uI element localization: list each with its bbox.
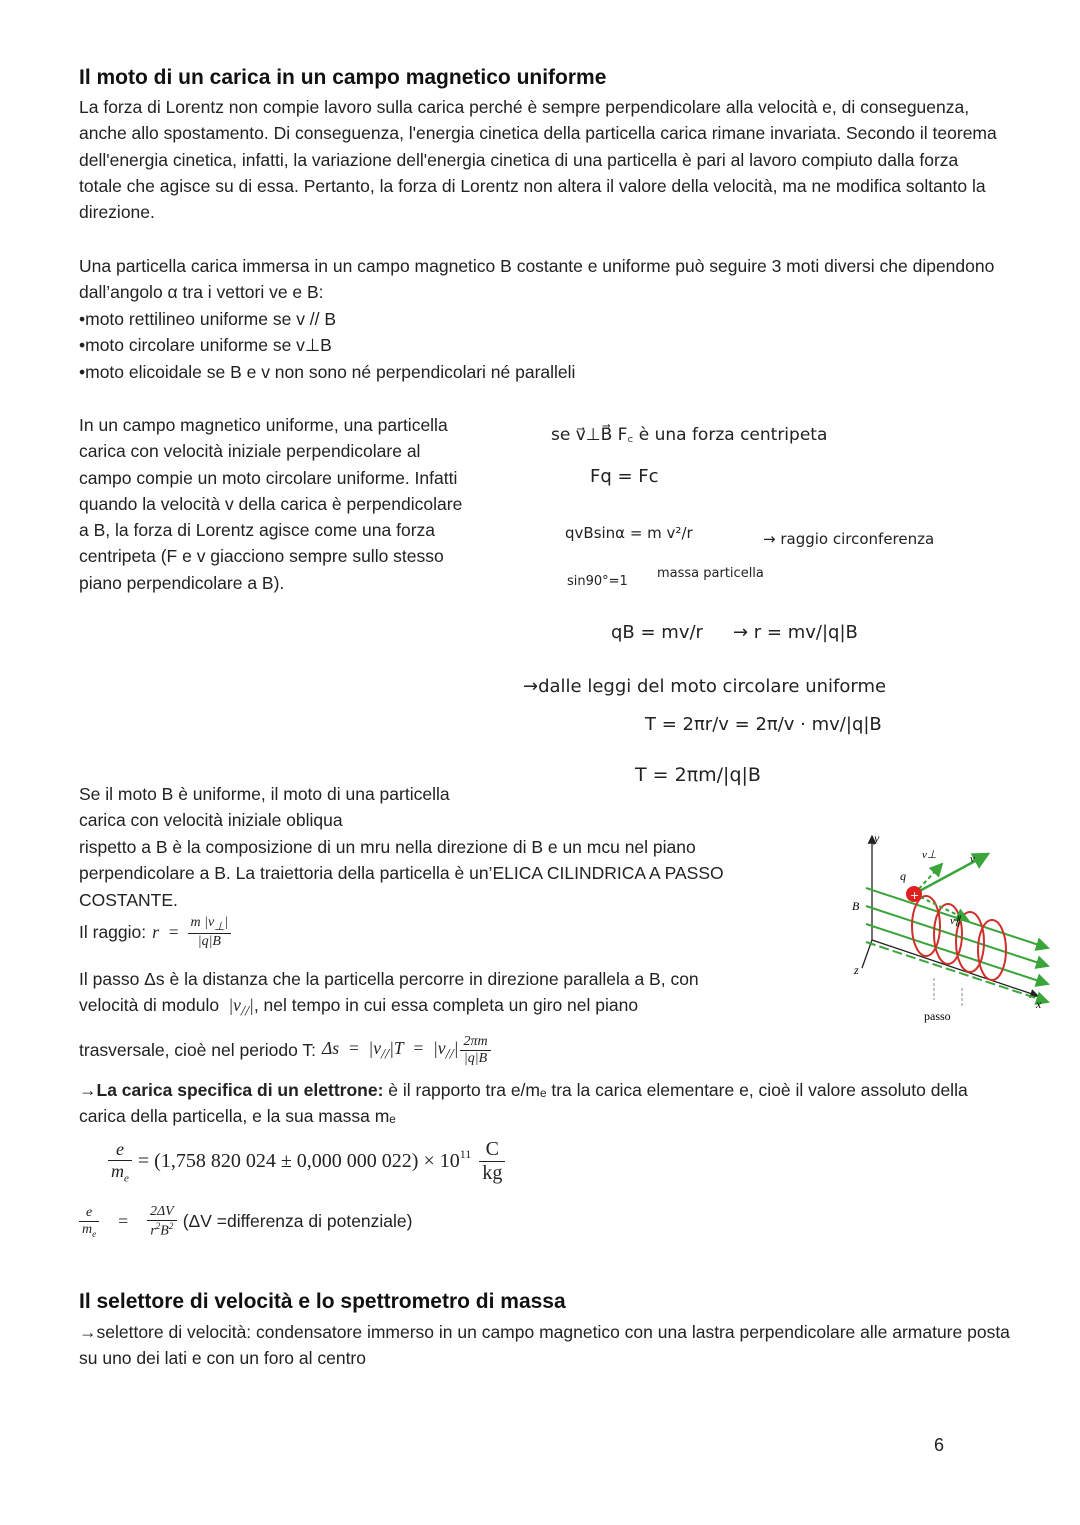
note-sin90: sin90°=1	[567, 574, 628, 589]
note-radius-formula: → r = mv/|q|B	[733, 622, 858, 643]
handwritten-notes	[485, 400, 1045, 810]
paragraph-specific-charge: →La carica specifica di un elettrone: è il rapporto tra e/mₑ tra la carica elementare e, cioè il valore assoluto della carica della particella, e la sua massa mₑ	[79, 1080, 968, 1127]
list-item: •moto circolare uniforme se v⊥B	[79, 335, 332, 356]
paragraph-helix: rispetto a B è la composizione di un mru nella direzione di B e un mcu nel piano perpendicolare a B. La traiettoria della particella è un’ELICA CILINDRICA A PASSO COSTANTE.	[79, 837, 724, 910]
q-label: q	[900, 869, 906, 883]
paragraph-circular-motion: In un campo magnetico uniforme, una particella carica con velocità iniziale perpendicolare al campo compie un moto circolare uniforme. Infatti quando la velocità v della carica è perpendicolare a B, la forza di Lorentz agisce come una forza centripeta (F e v giacciono sempre sullo stesso piano perpendicolare a B).	[79, 415, 463, 593]
z-label: z	[854, 963, 859, 977]
note-mass-label: massa particella	[657, 566, 764, 581]
specific-charge-formula: $\frac{e}{m_e}$ = $\frac{2\Delta V}{r^2B^2}$ (ΔV =differenza di potenziale)	[79, 1204, 412, 1240]
motion-list	[79, 306, 575, 385]
page-number: 6	[934, 1435, 945, 1455]
vperp-label: v⊥	[922, 849, 937, 861]
note-radius-label: → raggio circonferenza	[763, 530, 935, 548]
section-title: Il moto di un carica in un campo magnetico uniforme	[79, 66, 607, 89]
note-force-equality: Fq = Fc	[590, 466, 659, 487]
radius-formula: Il raggio: r = $\frac{m |v_\perp|}{|q|B}$	[79, 915, 231, 950]
v-label: v	[970, 853, 975, 865]
note-period-result: T = 2πm/|q|B	[635, 764, 761, 786]
vpar-label: v∥	[950, 915, 961, 927]
paragraph-passo: Il passo Δs è la distanza che la particella percorre in direzione parallela a B, con	[79, 969, 699, 989]
note-qB: qB = mv/r	[611, 622, 703, 643]
passo-velocity-line: velocità di modulo $|v_{//}|$, nel tempo in cui essa completa un giro nel piano	[79, 995, 639, 1020]
paragraph-three-motions: Una particella carica immersa in un campo magnetico B costante e uniforme può seguire 3 moti diversi che dipendono dall’angolo α tra i vettori ve e B:	[79, 256, 995, 303]
radius-label: Il raggio:	[79, 921, 147, 942]
B-label: B	[852, 899, 860, 913]
paragraph-helix-intro: Se il moto B è uniforme, il moto di una particella carica con velocità iniziale obliqua	[79, 784, 450, 831]
y-label: y	[874, 831, 880, 845]
section-title-2: Il selettore di velocità e lo spettrometro di massa	[79, 1290, 566, 1313]
note-centripetal: se v⃗⊥B⃗ F꜀ è una forza centripeta	[551, 425, 828, 445]
passo-formula: trasversale, cioè nel periodo T: $\Delta s = |v_{//}|T = |v_{//}|$ $\frac{2\pi m}{|q|B}$	[79, 1034, 491, 1067]
specific-charge-value: $\frac{e}{m_e}$ = (1,758 820 024 ± 0,000 000 022) × 10 $^{11}$ $\frac{C}{kg}$	[108, 1138, 505, 1185]
paragraph-lorentz-work: La forza di Lorentz non compie lavoro sulla carica perché è sempre perpendicolare alla velocità e, di conseguenza, anche allo spostamento. Di conseguenza, l'energia cinetica della particella carica rimane invariata. Secondo il teorema dell'energia cinetica, infatti, la variazione dell'energia cinetica di una particella è pari al lavoro compiuto dalla forza totale che agisce su di essa. Pertanto, la forza di Lorentz non altera il valore della velocità, ma ne modifica soltanto la direzione.	[79, 97, 997, 223]
note-period-derivation: T = 2πr/v = 2π/v · mv/|q|B	[645, 714, 882, 735]
note-circular-laws: →dalle leggi del moto circolare uniforme	[523, 676, 887, 697]
list-item: •moto elicoidale se B e v non sono né perpendicolari né paralleli	[79, 361, 576, 382]
helix-diagram	[838, 828, 1060, 1026]
svg-text:+: +	[910, 889, 920, 902]
delta-v-note: (ΔV =differenza di potenziale)	[182, 1211, 413, 1232]
x-label: x	[1036, 997, 1042, 1011]
x-axis	[872, 940, 1038, 996]
passo-label: passo	[924, 1009, 951, 1023]
list-item: •moto rettilineo uniforme se v // B	[79, 309, 337, 329]
note-lorentz-equation: qvBsinα = m v²/r	[565, 524, 693, 542]
paragraph-velocity-selector: →selettore di velocità: condensatore immerso in un campo magnetico con una lastra perpendicolare alle armature posta su uno dei lati e con un foro al centro	[79, 1322, 1010, 1369]
